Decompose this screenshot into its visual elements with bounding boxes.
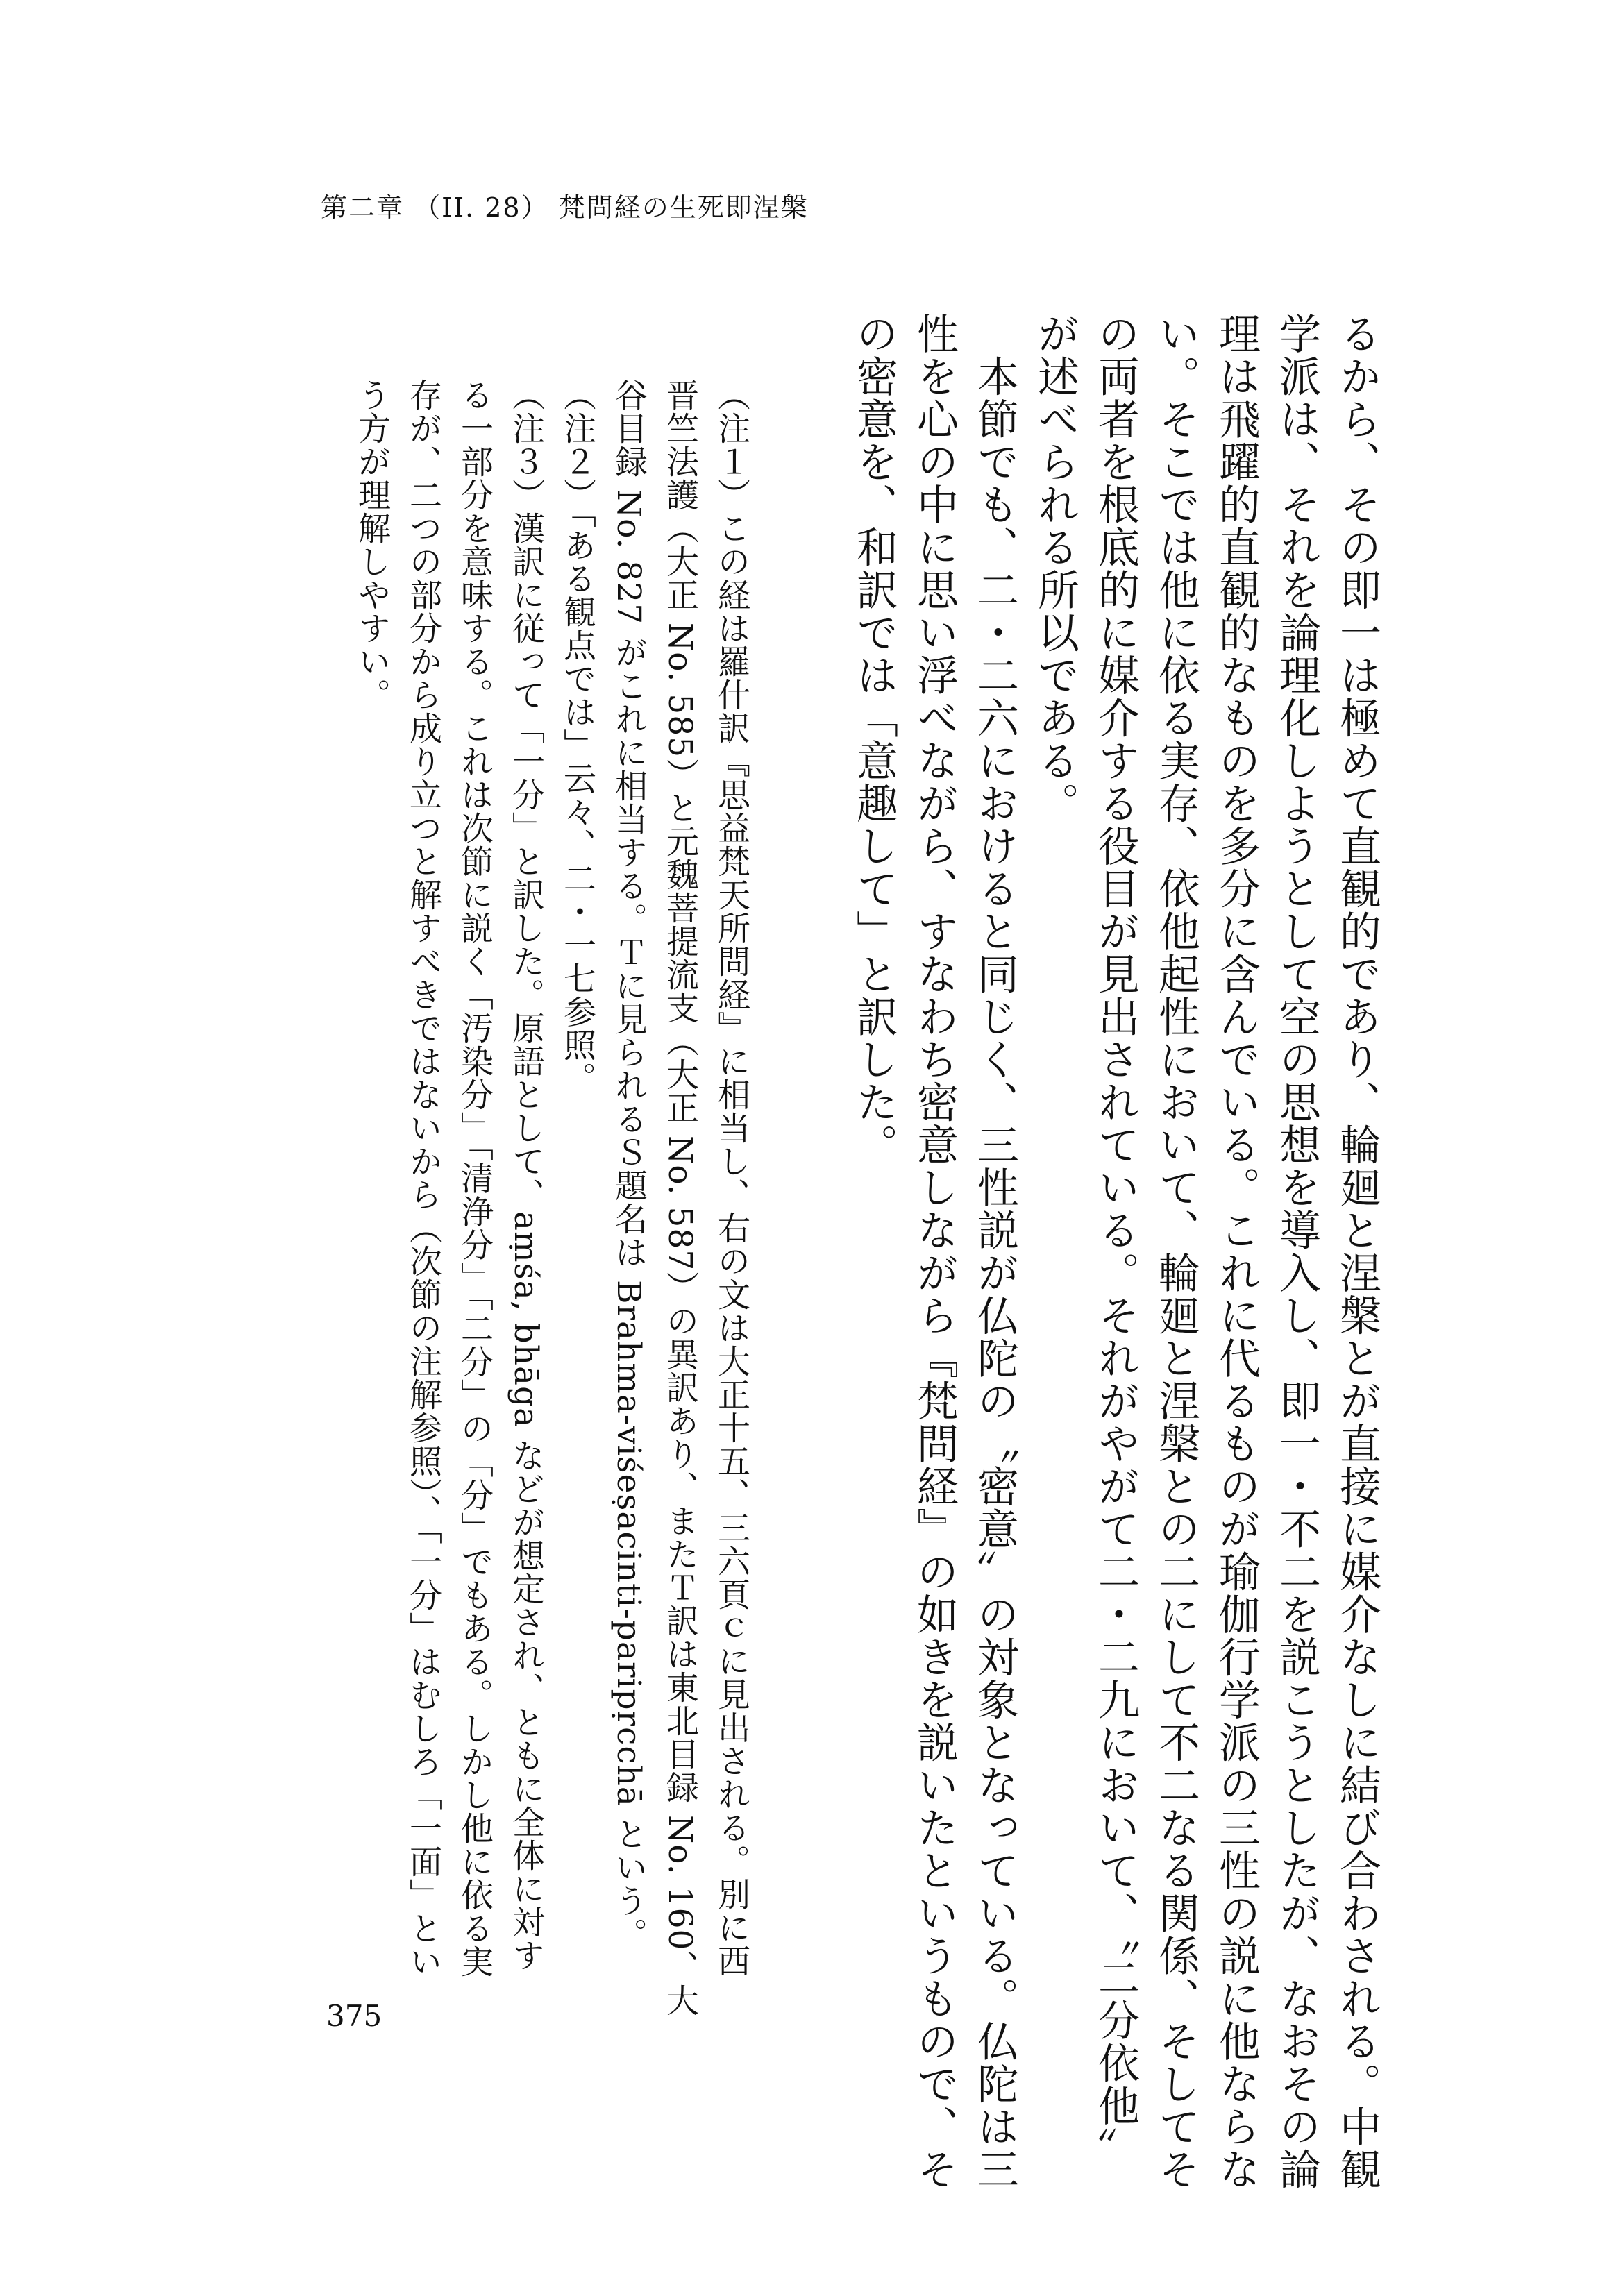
main-text-line: 性を心の中に思い浮べながら、すなわち密意しながら『梵問経』の如きを説いたというもので、そ (910, 312, 959, 2191)
note-line: （注３）漢訳に従って「一分」と訳した。原語として、aṃśa, bhāga などが想定され、ともに全体に対す (507, 378, 545, 1973)
main-text-line: の両者を根底的に媒介する役目が見出されている。それがやがて二・二九において、〝二分依他〟 (1091, 312, 1140, 2170)
note-line: う方が理解しやすい。 (353, 378, 391, 711)
note-line: （注１）この経は羅什訳『思益梵天所問経』に相当し、右の文は大正十五、三六頁ｃに見出される。別に西 (712, 378, 750, 1977)
main-text-line: い。そこでは他に依る実存、依他起性において、輪廻と涅槃との二にして不二なる関係、そしてそ (1152, 312, 1200, 2191)
note-line: る一部分を意味する。これは次節に説く「汚染分」「清浄分」「二分」の「分」でもある。しかし他に依る実 (455, 378, 494, 1978)
note-line: （注２）「ある観点では」云々、二・一七参照。 (558, 378, 596, 1095)
note-line: 谷目録 No. 827 がこれに相当する。Ｔに見られるＳ題名は Brahma-viśeṣacinti-paripṛcchā という。 (609, 378, 648, 1951)
note-line: 存が、二つの部分から成り立つと解すべきではないから（次節の注解参照）、「一分」はむしろ「一面」とい (404, 378, 442, 1978)
main-text-line: の密意を、和訳では「意趣して」と訳した。 (850, 312, 898, 1166)
note-line: 晋竺法護（大正 No. 585）と元魏菩提流支（大正 No. 587）の異訳あり、またＴ訳は東北目録 No. 160、大 (661, 378, 699, 2018)
main-text-line: 理は飛躍的直観的なものを多分に含んでいる。これに代るものが瑜伽行学派の三性の説に他ならな (1212, 312, 1261, 2191)
notes-block (346, 378, 757, 2018)
main-text-line: が述べられる所以である。 (1031, 312, 1079, 825)
main-text-line: 学派は、それを論理化しようとして空の思想を導入し、即一・不二を説こうとしたが、なおその論 (1272, 312, 1321, 2191)
main-text-line: るから、その即一は極めて直観的であり、輪廻と涅槃とが直接に媒介なしに結び合わされる。中観 (1333, 312, 1381, 2191)
running-header: 第二章 （II. 28） 梵問経の生死即涅槃 (321, 192, 809, 223)
main-text-line: 本節でも、二・二六におけると同じく、三性説が仏陀の〝密意〟の対象となっている。仏陀は三 (970, 312, 1019, 2191)
main-text-block (843, 312, 1387, 2191)
page-number: 375 (326, 1999, 382, 2033)
